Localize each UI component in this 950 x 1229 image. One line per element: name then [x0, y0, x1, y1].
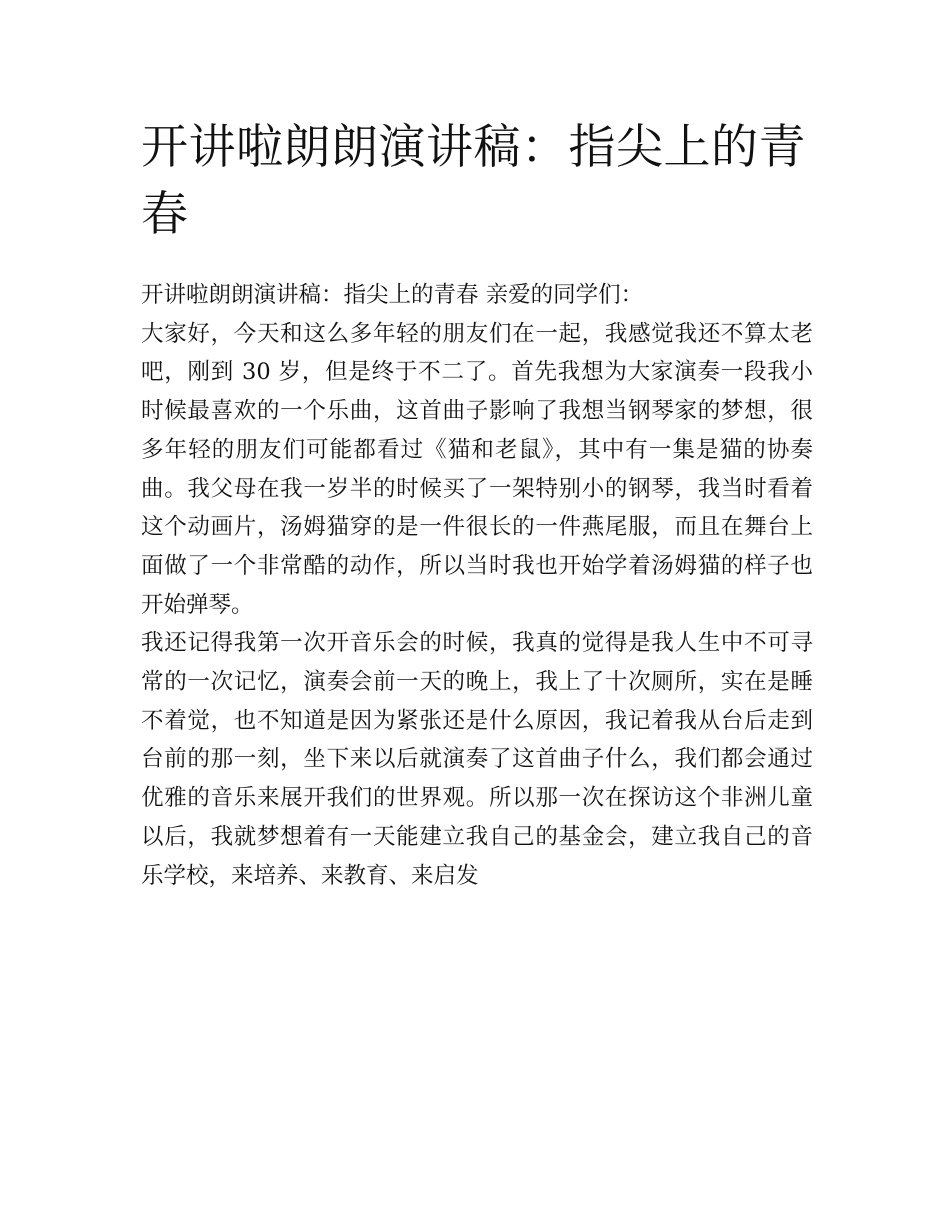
paragraph-salutation: 开讲啦朗朗演讲稿：指尖上的青春 亲爱的同学们：: [141, 282, 644, 308]
paragraph-intro: 大家好，今天和这么多年轻的朋友们在一起，我感觉我还不算太老吧，刚到 30 岁，但是终于不二了。首先我想为大家演奏一段我小时候最喜欢的一个乐曲，这首曲子影响了我想当钢琴家的梦想，很多年轻的朋友们可能都看过《猫和老鼠》，其中有一集是猫的协奏曲。我父母在我一岁半的时候买了一架特别小的钢琴，我当时看着这个动画片，汤姆猫穿的是一件很长的一件燕尾服，而且在舞台上面做了一个非常酷的动作，所以当时我也开始学着汤姆猫的样子也开始弹琴。: [141, 320, 813, 618]
document-content: [141, 114, 813, 895]
document-body: [141, 276, 813, 895]
document-title: 开讲啦朗朗演讲稿：指尖上的青春: [141, 120, 806, 242]
paragraph-concert-memory: 我还记得我第一次开音乐会的时候，我真的觉得是我人生中不可寻常的一次记忆，演奏会前一天的晚上，我上了十次厕所，实在是睡不着觉，也不知道是因为紧张还是什么原因，我记着我从台后走到台前的那一刻，坐下来以后就演奏了这首曲子什么，我们都会通过优雅的音乐来展开我们的世界观。所以那一次在探访这个非洲儿童以后，我就梦想着有一天能建立我自己的基金会，建立我自己的音乐学校，来培养、来教育、来启发: [141, 630, 813, 889]
